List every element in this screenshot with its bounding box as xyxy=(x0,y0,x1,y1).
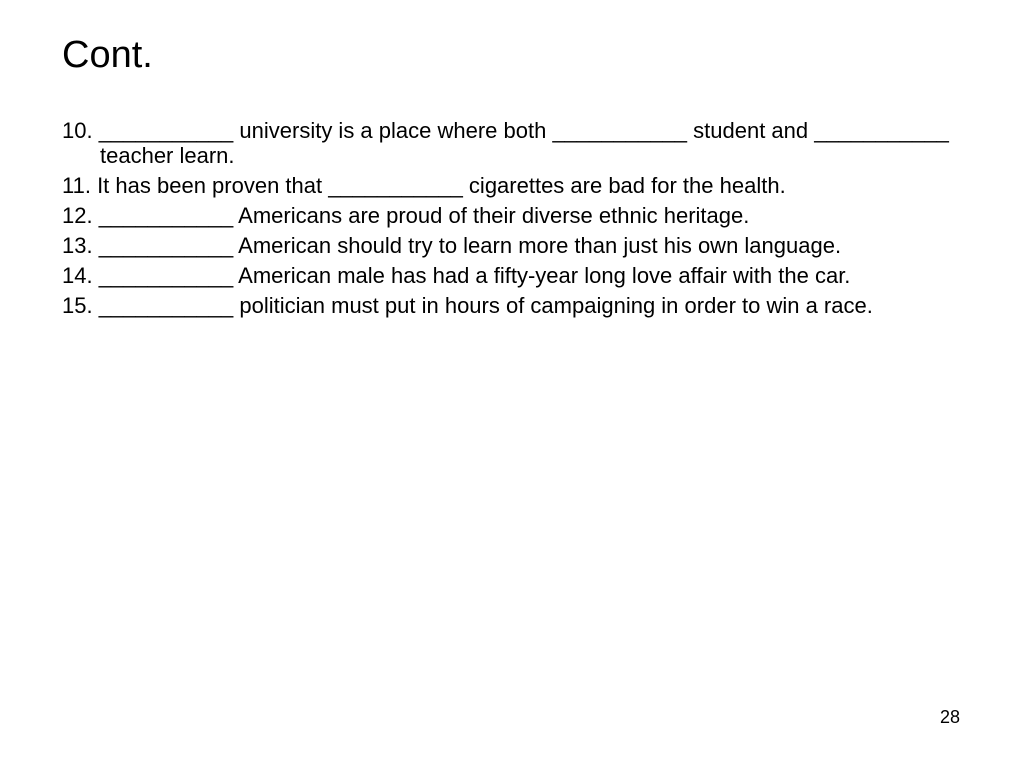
exercise-item-15: 15. ___________ politician must put in hours of campaigning in order to win a race. xyxy=(62,293,873,318)
slide-title: Cont. xyxy=(62,34,153,76)
exercise-item-11: 11. It has been proven that ___________ cigarettes are bad for the health. xyxy=(62,173,786,198)
exercise-item-13: 13. ___________ American should try to learn more than just his own language. xyxy=(62,233,842,258)
exercise-item-14: 14. ___________ American male has had a fifty-year long love affair with the car. xyxy=(62,263,851,288)
page-number: 28 xyxy=(940,707,961,727)
exercise-item-10: 10. ___________ university is a place where both ___________ student and ___________ teacher learn. xyxy=(62,118,949,168)
exercise-list xyxy=(62,118,962,323)
exercise-item-12: 12. ___________ Americans are proud of their diverse ethnic heritage. xyxy=(62,203,750,228)
